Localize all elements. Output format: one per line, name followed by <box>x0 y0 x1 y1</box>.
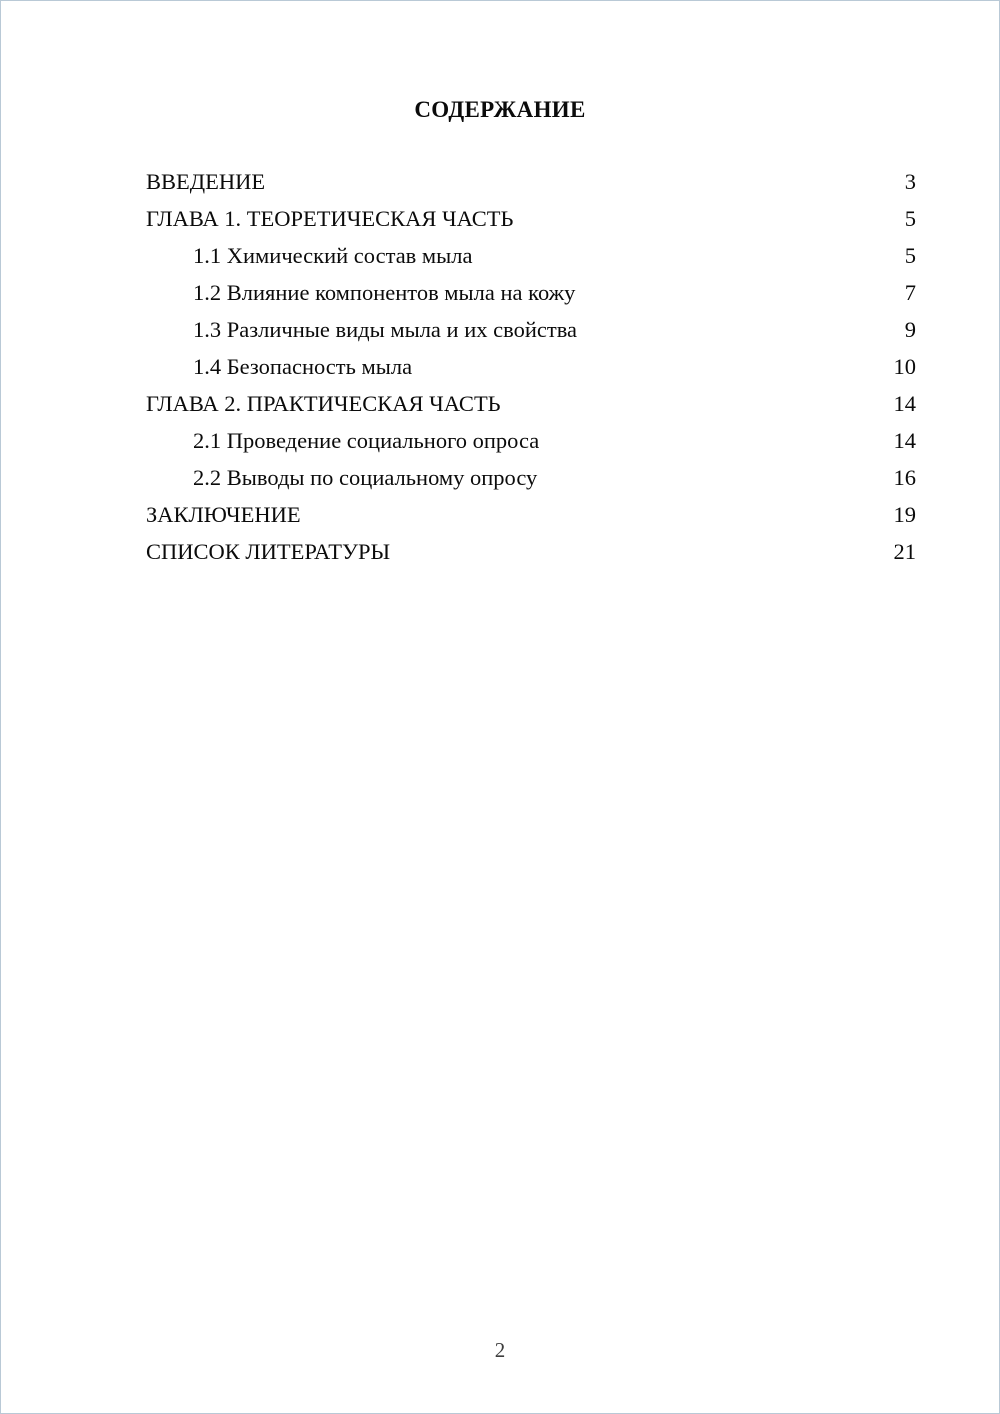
toc-entry-label: ВВЕДЕНИЕ <box>146 169 266 194</box>
toc-entry-page-number: 14 <box>893 391 916 416</box>
toc-entry <box>146 237 916 274</box>
toc-entry-label: 1.3 Различные виды мыла и их свойства <box>193 317 578 342</box>
toc-entry-label: 1.1 Химический состав мыла <box>193 243 473 268</box>
page-title: СОДЕРЖАНИЕ <box>414 97 586 122</box>
toc-entry-page-number: 3 <box>904 169 916 194</box>
toc-entry-page-number: 14 <box>893 428 916 453</box>
toc-entry-page-number: 10 <box>893 354 916 379</box>
toc-entry-label: 2.1 Проведение социального опроса <box>193 428 540 453</box>
toc-entry <box>146 385 916 422</box>
toc-entry <box>146 533 916 570</box>
toc-entry-page-number: 7 <box>904 280 916 305</box>
toc-entry <box>146 163 916 200</box>
toc-entry <box>146 422 916 459</box>
toc-entry-label: 1.4 Безопасность мыла <box>193 354 413 379</box>
toc-entry-label: ГЛАВА 2. ПРАКТИЧЕСКАЯ ЧАСТЬ <box>146 391 501 416</box>
toc-entry <box>146 200 916 237</box>
toc-entry-page-number: 16 <box>893 465 916 490</box>
toc-list <box>1 163 999 570</box>
toc-entry-page-number: 19 <box>893 502 916 527</box>
toc-entry-label: ЗАКЛЮЧЕНИЕ <box>146 502 301 527</box>
toc-entry <box>146 311 916 348</box>
toc-entry-label: 2.2 Выводы по социальному опросу <box>193 465 538 490</box>
toc-entry-label: 1.2 Влияние компонентов мыла на кожу <box>193 280 576 305</box>
toc-entry <box>146 348 916 385</box>
toc-entry-page-number: 5 <box>904 243 916 268</box>
toc-entry <box>146 459 916 496</box>
toc-entry-page-number: 9 <box>904 317 916 342</box>
toc-entry-page-number: 5 <box>904 206 916 231</box>
toc-entry-page-number: 21 <box>893 539 916 564</box>
toc-entry-label: СПИСОК ЛИТЕРАТУРЫ <box>146 539 391 564</box>
toc-entry <box>146 274 916 311</box>
footer-page-number: 2 <box>494 1338 506 1362</box>
toc-entry <box>146 496 916 533</box>
toc-entry-label: ГЛАВА 1. ТЕОРЕТИЧЕСКАЯ ЧАСТЬ <box>146 206 514 231</box>
